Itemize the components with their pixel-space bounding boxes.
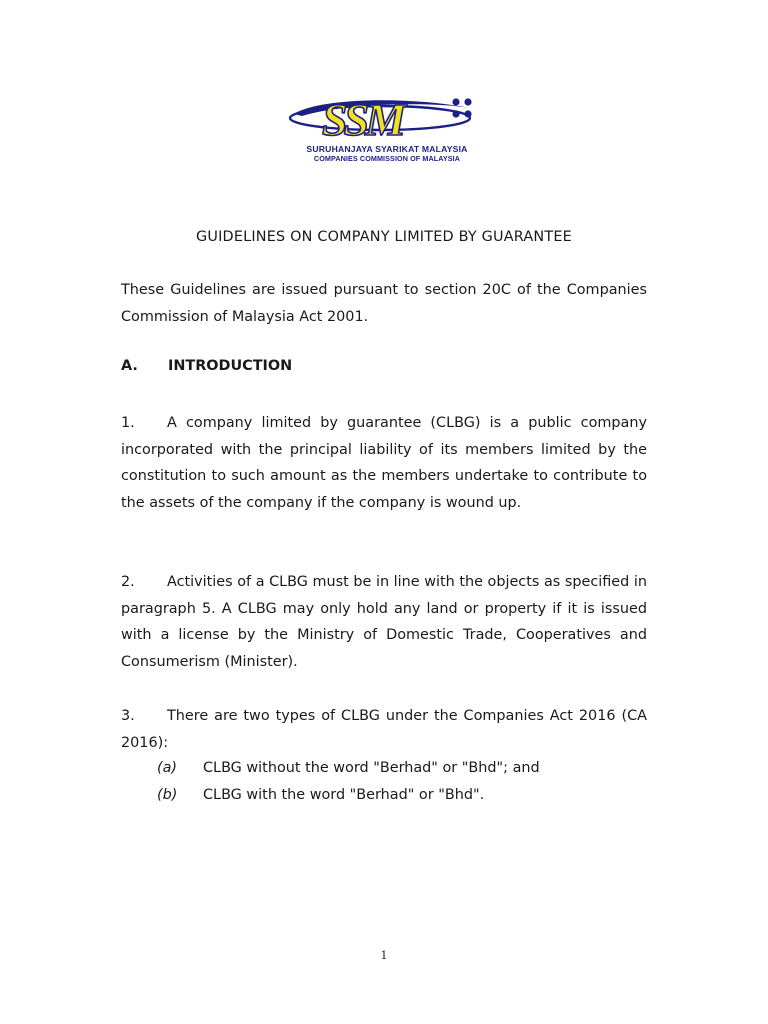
paragraph-text: Activities of a CLBG must be in line with the objects as specified in paragraph 5. A CLBG may only hold any land or property if it is issued with a license by the Ministry of Domestic Trade, Cooperatives and Consumerism (Minister). [121,574,647,670]
paragraph-2 [121,569,647,675]
logo-english-name: COMPANIES COMMISSION OF MALAYSIA [313,154,461,163]
list-item-label: (a) [157,760,178,776]
paragraph-3 [121,703,647,756]
section-title: INTRODUCTION [168,358,293,374]
list-item-label: (b) [157,787,178,803]
document-title: GUIDELINES ON COMPANY LIMITED BY GUARANTEE [196,229,572,245]
logo-malay-name: SURUHANJAYA SYARIKAT MALAYSIA [306,144,468,154]
intro-paragraph: These Guidelines are issued pursuant to section 20C of the Companies Commission of Malaysia Act 2001. [121,282,647,325]
ssm-logo-mark-icon [288,92,488,144]
paragraph-text: There are two types of CLBG under the Companies Act 2016 (CA 2016): [121,708,647,751]
list-item [157,760,540,776]
section-heading [121,358,292,374]
svg-text:SSM: SSM [322,94,403,144]
list-item [157,787,484,803]
paragraph-number: 3. [121,708,135,724]
section-number: A. [121,358,138,374]
list-item-text: CLBG with the word "Berhad" or "Bhd". [203,787,485,803]
paragraph-1 [121,410,647,516]
ssm-logo [288,92,488,168]
paragraph-number: 2. [121,574,135,590]
page-number: 1 [380,949,388,962]
list-item-text: CLBG without the word "Berhad" or "Bhd"; and [203,760,540,776]
paragraph-number: 1. [121,415,135,431]
paragraph-text: A company limited by guarantee (CLBG) is a public company incorporated with the principal liability of its members limited by the constitution to such amount as the members undertake to contribute to the assets of the company if the company is wound up. [121,415,647,511]
